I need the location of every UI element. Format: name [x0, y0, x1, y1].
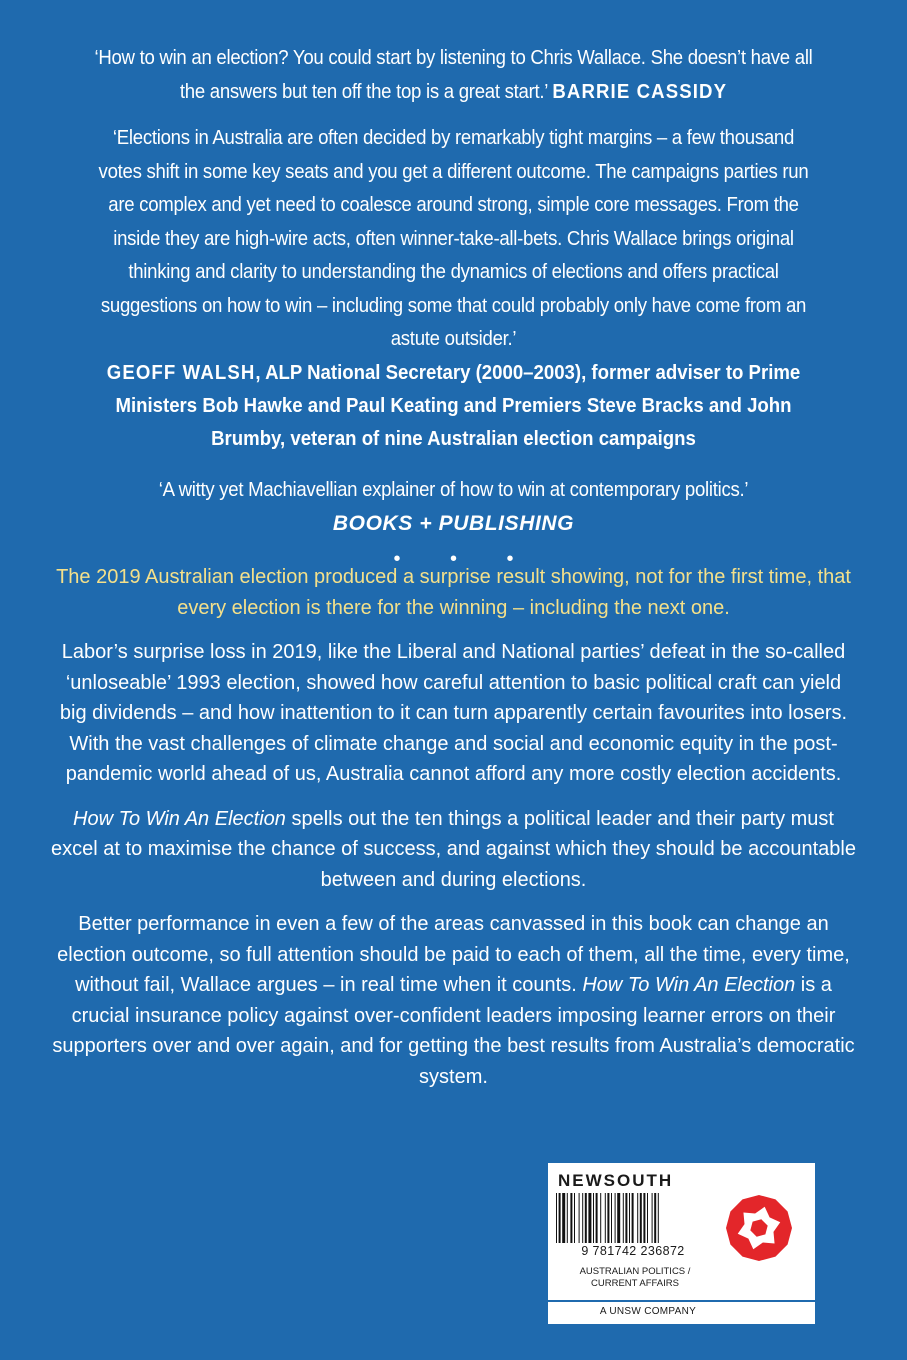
- barcode-bar: [605, 1193, 606, 1243]
- divider: [548, 1300, 815, 1302]
- book-title: How To Win An Election: [582, 974, 796, 996]
- barcode-bar: [588, 1193, 591, 1243]
- book-title: How To Win An Election: [73, 807, 286, 830]
- isbn: 9 781742 236872: [581, 1244, 685, 1258]
- category-line-1: AUSTRALIAN POLITICS /: [579, 1266, 691, 1277]
- barcode-bar: [600, 1193, 601, 1243]
- quote-walsh-attribution: [93, 357, 814, 456]
- category-line-2: CURRENT AFFAIRS: [591, 1278, 679, 1289]
- barcode-bar: [647, 1193, 648, 1243]
- blurb: [50, 562, 857, 1106]
- barcode-bar: [637, 1193, 638, 1243]
- barcode-bar: [585, 1193, 587, 1243]
- barcode-bar: [652, 1193, 653, 1243]
- blurb-paragraph-1: Labor’s surprise loss in 2019, like the Liberal and National parties’ defeat in the so-called ‘unloseable’ 1993 election, showed how careful attention to basic political craft can yield big dividends – and how inattention to it can turn apparently certain favourites into losers. With the vast challenges of climate change and social and economic equity in the post-pandemic world ahead of us, Australia cannot afford any more costly election accidents.: [59, 641, 848, 785]
- barcode-panel: [548, 1163, 815, 1324]
- barcode-bar: [574, 1193, 575, 1243]
- quote-cassidy: [93, 42, 814, 110]
- barcode-bar: [556, 1193, 557, 1243]
- blurb-paragraph-3-start: Better performance in even a few of the areas canvassed in this book can change an election outcome, so full attention should be paid to each of them, all the time, every time, without fail, Wallace argues – in real time when it counts.: [57, 913, 850, 996]
- barcode-bar: [643, 1193, 645, 1243]
- blurb-paragraph-3-text: is a crucial insurance policy against over-confident leaders imposing learner errors on their supporters over and over again, and for getting the best results from Australia’s democratic system.: [52, 974, 855, 1088]
- barcode-bar: [654, 1193, 656, 1243]
- category: [554, 1266, 716, 1290]
- quote-cassidy-text: ‘How to win an election? You could start by listening to Chris Wallace. She doesn’t have all the answers but ten off the top is a great start.’: [94, 47, 813, 103]
- attribution-detail: , ALP National Secretary (2000–2003), former adviser to Prime Ministers Bob Hawke and Paul Keating and Premiers Steve Bracks and John Brumby, veteran of nine Australian election campaigns: [115, 361, 801, 450]
- blurb-paragraph-3: [50, 909, 857, 1092]
- barcode-bar: [625, 1193, 627, 1243]
- barcode-bar: [629, 1193, 630, 1243]
- blurb-paragraph-2-text: spells out the ten things a political leader and their party must excel at to maximise the chance of success, and against which they should be accountable between and during elections.: [51, 807, 856, 891]
- blurb-lead: The 2019 Australian election produced a surprise result showing, not for the first time, that every election is there for the winning – including the next one.: [56, 566, 851, 619]
- newsouth-logo-icon: [724, 1193, 794, 1263]
- barcode-bar: [596, 1193, 598, 1243]
- barcode-bar: [617, 1193, 620, 1243]
- quote-books-publishing-attribution: BOOKS + PUBLISHING: [332, 512, 575, 535]
- separator-dots: • • •: [393, 548, 536, 570]
- barcode-bar: [623, 1193, 624, 1243]
- quote-books-publishing: ‘A witty yet Machiavellian explainer of how to win at contemporary politics.’: [158, 478, 749, 501]
- attribution-name: GEOFF WALSH: [106, 361, 256, 384]
- barcode-bar: [607, 1193, 609, 1243]
- barcode-bar: [559, 1193, 561, 1243]
- barcode-bar: [579, 1193, 580, 1243]
- company-line: A UNSW COMPANY: [599, 1306, 697, 1317]
- barcode-bar: [611, 1193, 612, 1243]
- barcode-bar: [567, 1193, 568, 1243]
- barcode-bar: [582, 1193, 583, 1243]
- barcode-bar: [632, 1193, 634, 1243]
- barcode-bar: [615, 1193, 616, 1243]
- barcode-bar: [570, 1193, 572, 1243]
- publisher-name: NEWSOUTH: [558, 1171, 674, 1190]
- endorsements: [66, 42, 841, 571]
- blurb-paragraph-2: [50, 804, 857, 896]
- quote-walsh: ‘Elections in Australia are often decided by remarkably tight margins – a few thousand votes shift in some key seats and you get a different outcome. The campaigns parties run are complex and yet need to coalesce around strong, simple core messages. From the inside they are high-wire acts, often winner-take-all-bets. Chris Wallace brings original thinking and clarity to understanding the dynamics of elections and offers practical suggestions on how to win – including some that could probably only have come from an astute outsider.’: [98, 127, 809, 350]
- barcode-bar: [593, 1193, 594, 1243]
- barcode-bar: [562, 1193, 565, 1243]
- quote-cassidy-attribution: BARRIE CASSIDY: [552, 80, 728, 103]
- barcode: [556, 1193, 708, 1243]
- barcode-bar: [640, 1193, 642, 1243]
- barcode-bar: [658, 1193, 659, 1243]
